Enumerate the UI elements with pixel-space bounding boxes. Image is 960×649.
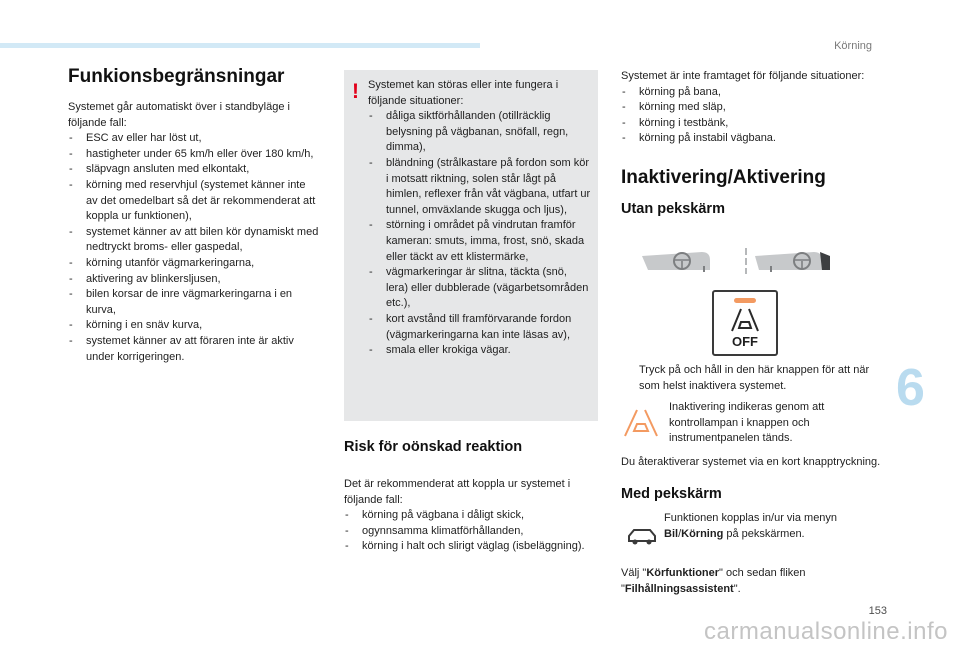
risk-list <box>344 508 598 555</box>
lane-warning-triangle-icon <box>623 404 659 438</box>
menu-name-korning: Körning <box>681 527 724 540</box>
warning-list <box>368 109 592 359</box>
not-designed-intro: Systemet är inte framtaget för följande situationer: <box>621 70 865 82</box>
with-touchscreen-title: Med pekskärm <box>621 486 722 502</box>
list-item: - ogynnsamma klimatförhållanden, <box>344 524 598 540</box>
warning-box <box>344 70 598 421</box>
limitations-title: Funkionsbegränsningar <box>68 66 285 87</box>
off-label: OFF <box>732 334 758 349</box>
press-text: Tryck på och håll in den här knappen för att när som helst inaktivera systemet. <box>639 364 870 392</box>
tab-name-korfunktioner: Körfunktioner <box>646 567 720 579</box>
menu-text-end: på pekskärmen. <box>723 527 805 540</box>
deactivation-title: Inaktivering/Aktivering <box>621 166 826 188</box>
list-item: - systemet känner av att bilen kör dynamiskt med nedtryckt broms- eller gaspedal, <box>68 225 320 256</box>
list-item: - bilen korsar de inre vägmarkeringarna i en kurva, <box>68 287 320 318</box>
page-number: 153 <box>868 605 887 617</box>
list-item: - smala eller krokiga vägar. <box>368 343 592 359</box>
list-item: - störning i området på vindrutan framför kameran: smuts, imma, frost, snö, skada eller täckt av ett klistermärke, <box>368 218 592 265</box>
menu-separator: / <box>678 527 682 540</box>
lane-car-icon <box>729 308 761 332</box>
list-item: - bländning (strålkastare på fordon som kör i motsatt riktning, solen står lågt på himlen, reflexer från våt vägbana, utfart ur tunnel, omväxlande skugga och ljus), <box>368 156 592 218</box>
lane-assist-off-button[interactable] <box>712 290 778 356</box>
select-instruction <box>621 566 883 597</box>
risk-intro: Det är rekommenderat att koppla ur systemet i följande fall: <box>344 478 571 506</box>
section-label: Körning <box>834 40 872 52</box>
middle-column <box>344 70 598 555</box>
not-designed-list <box>621 85 883 147</box>
list-item: - vägmarkeringar är slitna, täckta (snö, lera) eller dubblerade (vägarbetsområden etc.), <box>368 265 592 312</box>
chapter-number: 6 <box>896 359 925 417</box>
select-text-end: ". <box>733 582 741 595</box>
select-text: Välj " <box>621 567 647 579</box>
list-item: - körning på instabil vägbana. <box>621 131 883 147</box>
without-touchscreen-title: Utan pekskärm <box>621 200 725 217</box>
list-item: - körning på vägbana i dåligt skick, <box>344 508 598 524</box>
menu-name-bil: Bil <box>664 527 679 540</box>
limitations-column <box>68 64 320 365</box>
lane-steering-illustration <box>642 248 830 274</box>
list-item: - dåliga siktförhållanden (otillräcklig belysning på vägbanan, snöfall, regn, dimma), <box>368 109 592 156</box>
list-item: - körning med reservhjul (systemet känner inte av det omedelbart så det är rekommenderat att koppla ur funktionen), <box>68 178 320 225</box>
list-item: - kort avstånd till framförvarande fordon (vägmarkeringarna kan inte läsas av), <box>368 312 592 343</box>
right-column <box>621 69 883 219</box>
list-item: - körning utanför vägmarkeringarna, <box>68 256 320 272</box>
right-dashboard-shape <box>755 252 822 270</box>
watermark: carmanualsonline.info <box>704 618 948 645</box>
list-item: - hastigheter under 65 km/h eller över 180 km/h, <box>68 147 320 163</box>
list-item: - ESC av eller har löst ut, <box>68 131 320 147</box>
risk-title: Risk för oönskad reaktion <box>344 439 523 455</box>
car-icon <box>626 527 658 547</box>
select-text-mid: " och sedan fliken " <box>621 567 806 595</box>
warning-icon: ! <box>352 80 359 103</box>
press-instruction <box>621 363 883 394</box>
list-item: - körning i en snäv kurva, <box>68 318 320 334</box>
list-item: - släpvagn ansluten med elkontakt, <box>68 162 320 178</box>
list-item: - körning i testbänk, <box>621 116 883 132</box>
menu-instruction <box>664 511 880 542</box>
list-item: - körning med släp, <box>621 100 883 116</box>
list-item: - körning på bana, <box>621 85 883 101</box>
limitations-list <box>68 131 320 365</box>
tab-name-filhallningsassistent: Filhållningsassistent <box>624 582 734 595</box>
reactivate-text: Du återaktiverar systemet via en kort knapptryckning. <box>621 456 881 468</box>
list-item: - aktivering av blinkersljusen, <box>68 272 320 288</box>
list-item: - systemet känner av att föraren inte är aktiv under korrigeringen. <box>68 334 320 365</box>
indicator-lamp <box>734 298 756 303</box>
warning-intro: Systemet kan störas eller inte fungera i följande situationer: <box>368 79 559 107</box>
list-item: - körning i halt och slirigt väglag (isbeläggning). <box>344 539 598 555</box>
limitations-intro: Systemet går automatiskt över i standbyläge i följande fall: <box>68 101 290 129</box>
header-accent-bar <box>0 43 480 48</box>
indicator-text: Inaktivering indikeras genom att kontrollampan i knappen och instrumentpanelen tänds. <box>669 401 825 445</box>
menu-text: Funktionen kopplas in/ur via menyn <box>664 512 838 524</box>
